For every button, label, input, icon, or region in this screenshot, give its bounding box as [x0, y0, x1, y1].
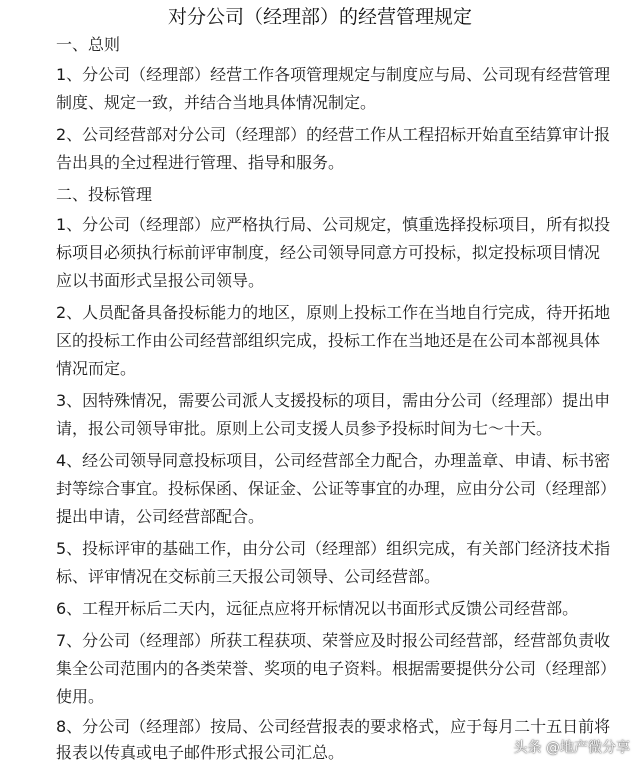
paragraph-line: 8、分公司（经理部）按局、公司经营报表的要求格式，应于每月二十五日前将 [56, 717, 611, 736]
paragraph-line: 3、因特殊情况，需要公司派人支援投标的项目，需由分公司（经理部）提出申 [56, 391, 611, 410]
paragraph-line: 应以书面形式呈报公司领导。 [56, 271, 265, 290]
document-title: 对分公司（经理部）的经营管理规定 [167, 6, 472, 28]
paragraph-line: 2、公司经营部对分公司（经理部）的经营工作从工程招标开始直至结算审计报 [56, 125, 611, 144]
paragraph-line: 告出具的全过程进行管理、指导和服务。 [56, 153, 345, 172]
paragraph-line: 制度、规定一致，并结合当地具体情况制定。 [56, 93, 377, 112]
paragraph-line: 4、经公司领导同意投标项目，公司经营部全力配合，办理盖章、申请、标书密 [56, 451, 611, 470]
paragraph-line: 区的投标工作由公司经营部组织完成，投标工作在当地还是在公司本部视具体 [56, 331, 601, 350]
paragraph-line: 请，报公司领导审批。原则上公司支援人员参予投标时间为七～十天。 [56, 419, 553, 438]
paragraph-line: 使用。 [56, 687, 105, 706]
paragraph-line: 2、人员配备具备投标能力的地区，原则上投标工作在当地自行完成，待开拓地 [56, 303, 611, 322]
paragraph-line: 提出申请，公司经营部配合。 [56, 507, 265, 526]
paragraph-line: 6、工程开标后二天内，远征点应将开标情况以书面形式反馈公司经营部。 [56, 599, 579, 618]
section-heading-general: 一、总则 [56, 35, 121, 54]
source-watermark: 头条 @地产微分享 [513, 740, 630, 756]
paragraph-line: 7、分公司（经理部）所获工程获项、荣誉应及时报公司经营部，经营部负责收 [56, 631, 611, 650]
paragraph-line: 情况而定。 [56, 359, 137, 378]
paragraph-line: 5、投标评审的基础工作，由分公司（经理部）组织完成，有关部门经济技术指 [56, 539, 611, 558]
paragraph-line: 标项目必须执行标前评审制度，经公司领导同意方可投标，拟定投标项目情况 [56, 243, 601, 262]
paragraph-line: 报表以传真或电子邮件形式报公司汇总。 [56, 743, 345, 762]
paragraph-line: 1、分公司（经理部）经营工作各项管理规定与制度应与局、公司现有经营管理 [56, 65, 611, 84]
section-heading-bidding: 二、投标管理 [56, 185, 153, 204]
paragraph-line: 标、评审情况在交标前三天报公司领导、公司经营部。 [56, 567, 441, 586]
paragraph-line: 集全公司范围内的各类荣誉、奖项的电子资料。根据需要提供分公司（经理部） [56, 659, 617, 678]
paragraph-line: 封等综合事宜。投标保函、保证金、公证等事宜的办理，应由分公司（经理部） [56, 479, 617, 498]
paragraph-line: 1、分公司（经理部）应严格执行局、公司规定，慎重选择投标项目，所有拟投 [56, 215, 611, 234]
